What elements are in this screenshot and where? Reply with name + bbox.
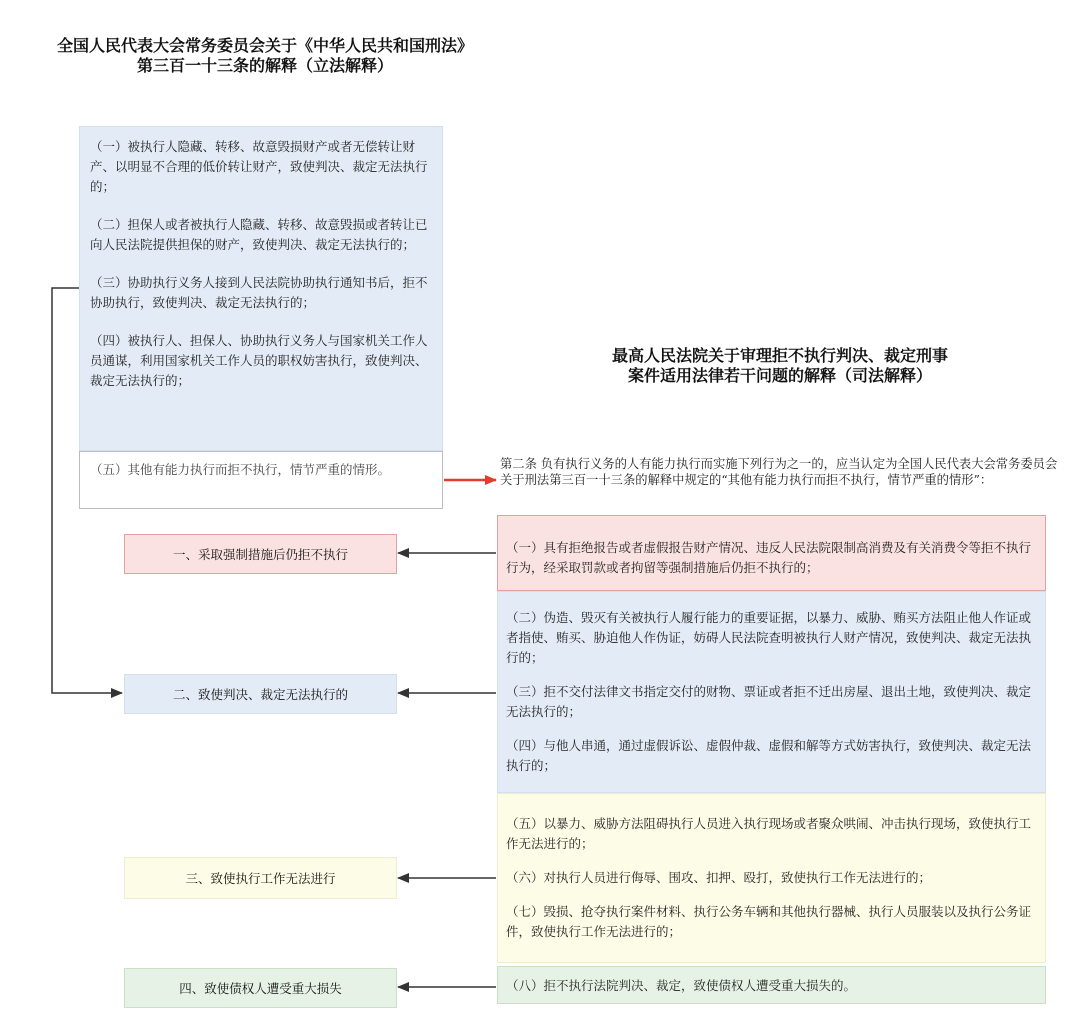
category-2-label: 二、致使判决、裁定无法执行的: [172, 687, 348, 702]
legislative-item-2: （二）担保人或者被执行人隐藏、转移、故意毁损或者转让已向人民法院提供担保的财产，致使判决、裁定无法执行的；: [90, 217, 428, 252]
judicial-title-line2: 案件适用法律若干问题的解释（司法解释）: [627, 366, 932, 385]
legislative-title-line2: 第三百一十三条的解释（立法解释）: [136, 56, 393, 75]
judicial-item-2: （二）伪造、毁灭有关被执行人履行能力的重要证据，以暴力、威胁、贿买方法阻止他人作证或者指使、贿买、胁迫他人作伪证，妨碍人民法院查明被执行人财产情况，致使判决、裁定无法执行的；: [506, 610, 1032, 665]
category-3-label: 三、致使执行工作无法进行: [185, 871, 336, 886]
legislative-item-1: （一）被执行人隐藏、转移、故意毁损财产或者无偿转让财产、以明显不合理的低价转让财产，致使判决、裁定无法执行的；: [90, 139, 428, 194]
judicial-article-2: 第二条 负有执行义务的人有能力执行而实施下列行为之一的，应当认定为全国人民代表大会常务委员会关于刑法第三百一十三条的解释中规定的“其他有能力执行而拒不执行，情节严重的情形”：: [500, 457, 1058, 487]
bracket-connector: [52, 288, 122, 693]
category-1-label: 一、采取强制措施后仍拒不执行: [172, 547, 348, 562]
judicial-item-5: （五）以暴力、威胁方法阻碍执行人员进入执行现场或者聚众哄闹、冲击执行现场，致使执行工作无法进行的；: [506, 816, 1032, 851]
judicial-item-1: （一）具有拒绝报告或者虚假报告财产情况、违反人民法院限制高消费及有关消费令等拒不执行行为，经采取罚款或者拘留等强制措施后仍拒不执行的；: [506, 540, 1032, 575]
judicial-item-6: （六）对执行人员进行侮辱、围攻、扣押、殴打，致使执行工作无法进行的；: [506, 870, 932, 885]
category-4-label: 四、致使债权人遭受重大损失: [179, 981, 342, 996]
judicial-item-4: （四）与他人串通，通过虚假诉讼、虚假仲裁、虚假和解等方式妨害执行，致使判决、裁定无法执行的；: [506, 738, 1032, 773]
judicial-item-3: （三）拒不交付法律文书指定交付的财物、票证或者拒不迁出房屋、退出土地，致使判决、裁定无法执行的；: [506, 684, 1032, 719]
legislative-item-4: （四）被执行人、担保人、协助执行义务人与国家机关工作人员通谋，利用国家机关工作人员的职权妨害执行，致使判决、裁定无法执行的；: [90, 333, 428, 388]
judicial-item-7: （七）毁损、抢夺执行案件材料、执行公务车辆和其他执行器械、执行人员服装以及执行公务证件，致使执行工作无法进行的；: [506, 904, 1032, 939]
judicial-title-line1: 最高人民法院关于审理拒不执行判决、裁定刑事: [611, 346, 948, 365]
legislative-item-3: （三）协助执行义务人接到人民法院协助执行通知书后，拒不协助执行，致使判决、裁定无法执行的；: [90, 275, 428, 310]
legislative-item-5: （五）其他有能力执行而拒不执行，情节严重的情形。: [90, 462, 391, 477]
judicial-item-8: （八）拒不执行法院判决、裁定，致使债权人遭受重大损失的。: [506, 978, 857, 993]
legislative-title-line1: 全国人民代表大会常务委员会关于《中华人民共和国刑法》: [56, 36, 473, 55]
